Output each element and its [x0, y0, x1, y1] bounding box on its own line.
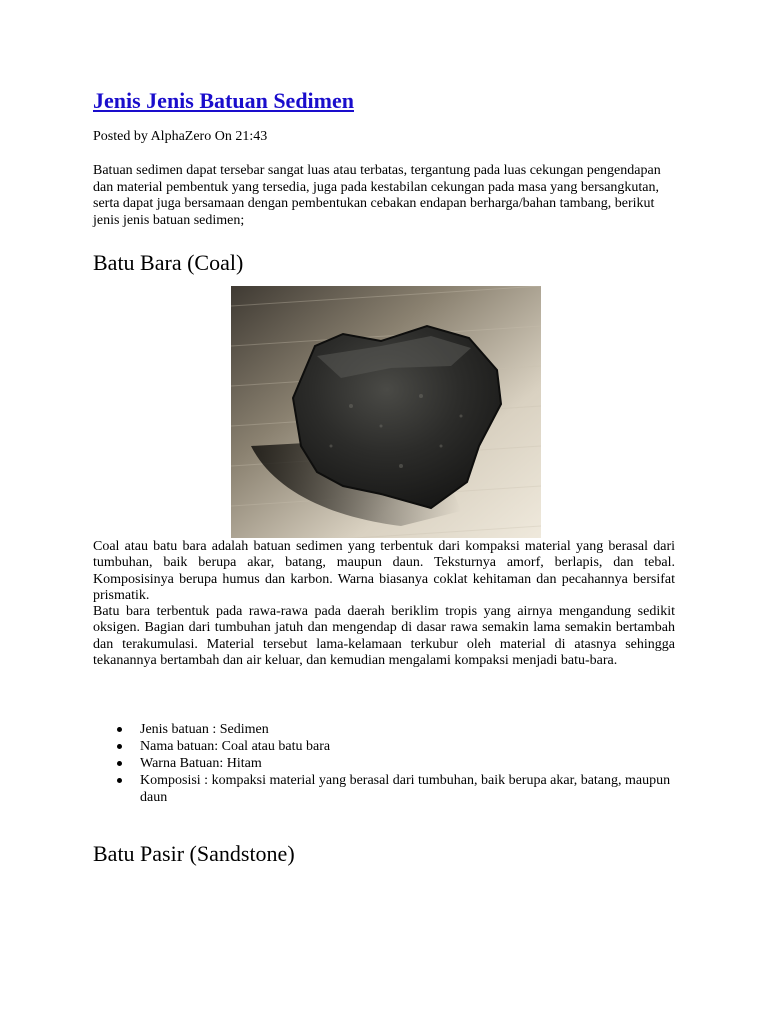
- coal-properties-list: [93, 721, 675, 806]
- list-item-text: Jenis batuan : Sedimen: [140, 722, 269, 737]
- list-item: [93, 755, 675, 772]
- bullet-icon: [117, 778, 122, 783]
- coal-paragraph-1: Coal atau batu bara adalah batuan sedimen yang terbentuk dari kompaksi material yang berasal dari tumbuhan, baik berupa akar, batang, maupun daun. Teksturnya amorf, berlapis, dan tebal. Komposisinya berupa humus dan karbon. Warna biasanya coklat kehitaman dan pecahannya bersifat prismatik.: [93, 539, 675, 603]
- list-item-text: Warna Batuan: Hitam: [140, 756, 262, 771]
- coal-description: [93, 539, 675, 669]
- coal-heading: Batu Bara (Coal): [93, 250, 244, 275]
- list-item-text: Komposisi : kompaksi material yang berasal dari tumbuhan, baik berupa akar, batang, maupun daun: [140, 773, 671, 805]
- bullet-icon: [117, 761, 122, 766]
- coal-photo: [231, 286, 541, 538]
- list-item: [93, 721, 675, 738]
- sandstone-heading: Batu Pasir (Sandstone): [93, 841, 295, 866]
- post-meta: Posted by AlphaZero On 21:43: [93, 129, 268, 144]
- list-item-text: Nama batuan: Coal atau batu bara: [140, 739, 331, 754]
- list-item: [93, 738, 675, 755]
- article-title-link[interactable]: Jenis Jenis Batuan Sedimen: [93, 88, 354, 113]
- bullet-icon: [117, 727, 122, 732]
- list-item: [93, 772, 675, 806]
- intro-paragraph: Batuan sedimen dapat tersebar sangat luas atau terbatas, tergantung pada luas cekungan pengendapan dan material pembentuk yang tersedia, juga pada kestabilan cekungan pada masa yang bersangkutan, serta dapat juga bersamaan dengan pembentukan cebakan endapan berharga/bahan tambang, berikut jenis jenis batuan sedimen;: [93, 163, 661, 228]
- coal-paragraph-2: Batu bara terbentuk pada rawa-rawa pada daerah beriklim tropis yang airnya mengandung sedikit oksigen. Bagian dari tumbuhan jatuh dan mengendap di dasar rawa semakin lama semakin bertambah dan terakumulasi. Material tersebut lama-kelamaan terkubur oleh material di atasnya sehingga tekanannya bertambah dan air keluar, dan kemudian mengalami kompaksi menjadi batu-bara.: [93, 604, 675, 669]
- bullet-icon: [117, 744, 122, 749]
